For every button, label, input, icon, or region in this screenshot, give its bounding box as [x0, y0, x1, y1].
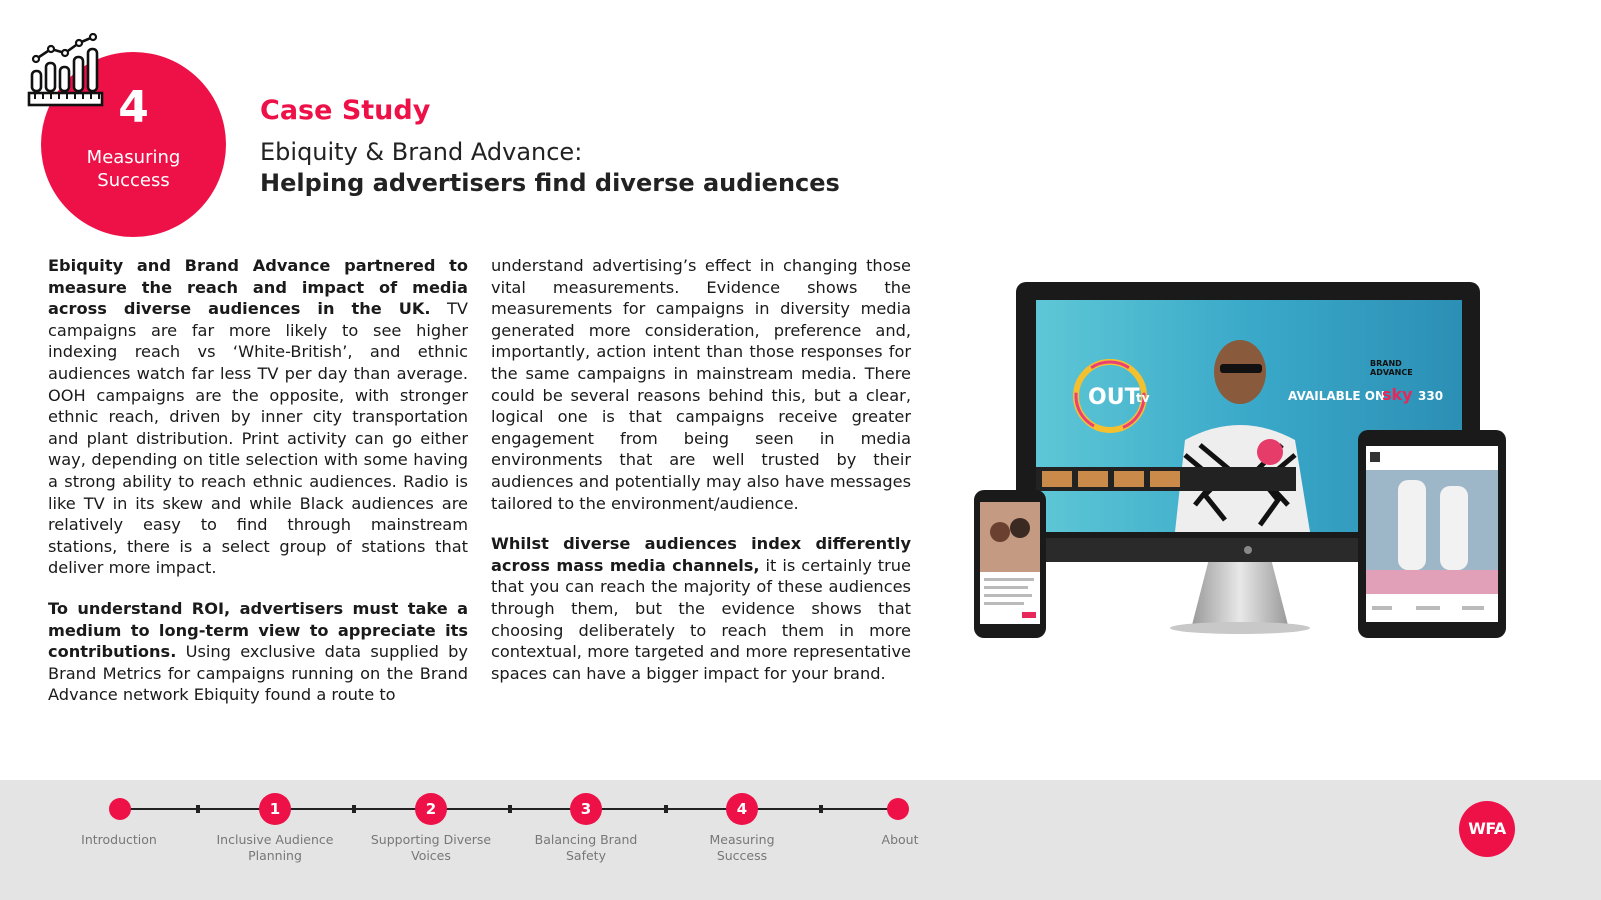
timeline-tick [508, 805, 512, 813]
section-label: Measuring Success [86, 147, 181, 191]
nav-label-line: Inclusive Audience [216, 832, 334, 847]
nav-label-line: Planning [248, 848, 302, 863]
nav-step-4[interactable]: 4 [726, 793, 758, 825]
nav-label-line: Introduction [81, 832, 157, 847]
timeline-tick [819, 805, 823, 813]
paragraph-2-text-continued: understand advertising’s effect in changing those vital measurements. Evidence shows the measurements for campaigns in diversity media generated more consideration, preference and, importantly, action intent than those responses for the same campaigns in mainstream media. There could be several reasons behind this, but a clear, logical one is that campaigns receive greater engagement from being seen in media environments that are well trusted by their audiences and potentially may also have messages tailored to the environment/audience. [491, 256, 911, 513]
paragraph-2 [48, 598, 468, 706]
timeline-tick [352, 805, 356, 813]
nav-step-1[interactable]: 1 [259, 793, 291, 825]
available-on-text: AVAILABLE ON [1288, 389, 1386, 403]
wfa-logo[interactable]: WFA [1459, 801, 1515, 857]
bar-chart-growth-icon [27, 33, 105, 113]
page-title-line2: Helping advertisers find diverse audiences [260, 169, 840, 197]
page-title-line1: Ebiquity & Brand Advance: [260, 138, 583, 166]
nav-step-3[interactable]: 3 [570, 793, 602, 825]
nav-label-line: Supporting Diverse [370, 832, 492, 847]
nav-label-line: Voices [411, 848, 451, 863]
timeline-tick [196, 805, 200, 813]
case-study-label: Case Study [260, 95, 431, 126]
nav-step-2[interactable]: 2 [415, 793, 447, 825]
paragraph-1-lead: Ebiquity and Brand Advance partnered to measure the reach and impact of media across diverse audiences in the UK. [48, 256, 468, 319]
nav-label-about[interactable] [825, 832, 975, 848]
devices-illustration [970, 280, 1510, 645]
paragraph-1-text: TV campaigns are far more likely to see higher indexing reach vs ‘White-British’, and ethnic audiences watch far less TV per day than average. OOH campaigns are the opposite, with stronger ethnic reach, driven by inner city transportation and plant distribution. Print activity can go either way, depending on title selection with some having a strong ability to reach ethnic audiences. Radio is like TV in its skew and while Black audiences are relatively easy to find through mainstream stations, there is a select group of stations that deliver more impact. [48, 299, 468, 578]
brand-advance-logo-line1: BRAND [1370, 359, 1402, 368]
paragraph-3-text: it is certainly true that you can reach the majority of these audiences through them, but the evidence shows that choosing deliberately to reach them in more contextual, more targeted and more representative spaces can have a bigger impact for your brand. [491, 555, 912, 683]
paragraph-2-lead: To understand ROI, advertisers must take a medium to long-term view to appreciate its contributions. [48, 598, 468, 662]
nav-label-line: Safety [566, 848, 606, 863]
nav-label-inclusive-audience-planning[interactable] [200, 832, 350, 864]
timeline-tick [664, 805, 668, 813]
outtv-logo: OUT [1088, 385, 1140, 410]
body-column-right [491, 255, 911, 703]
nav-label-balancing-brand-safety[interactable] [511, 832, 661, 864]
nav-label-introduction[interactable] [44, 832, 194, 848]
brand-advance-logo-line2: ADVANCE [1370, 368, 1413, 377]
sky-logo: sky [1382, 385, 1413, 404]
paragraph-1 [48, 255, 468, 579]
nav-label-line: About [881, 832, 919, 847]
nav-step-about[interactable] [887, 798, 909, 820]
paragraph-2-continued [491, 255, 911, 514]
body-column-left [48, 255, 468, 725]
paragraph-3 [491, 533, 911, 684]
monitor-stand [1192, 555, 1288, 625]
outtv-logo-suffix: tv [1136, 391, 1150, 405]
paragraph-3-lead: Whilst diverse audiences index differently across mass media channels, [491, 534, 911, 575]
nav-label-line: Success [716, 848, 768, 863]
nav-step-introduction[interactable] [109, 798, 131, 820]
footer-navigation [0, 780, 1601, 900]
section-number: 4 [118, 82, 149, 133]
nav-label-measuring-success[interactable] [667, 832, 817, 864]
nav-label-line: Balancing Brand [534, 832, 638, 847]
nav-label-supporting-diverse-voices[interactable] [356, 832, 506, 864]
paragraph-2-text: Using exclusive data supplied by Brand Metrics for campaigns running on the Brand Advance network Ebiquity found a route to [48, 642, 468, 705]
channel-number: 330 [1418, 389, 1444, 403]
nav-label-line: Measuring [709, 832, 775, 847]
